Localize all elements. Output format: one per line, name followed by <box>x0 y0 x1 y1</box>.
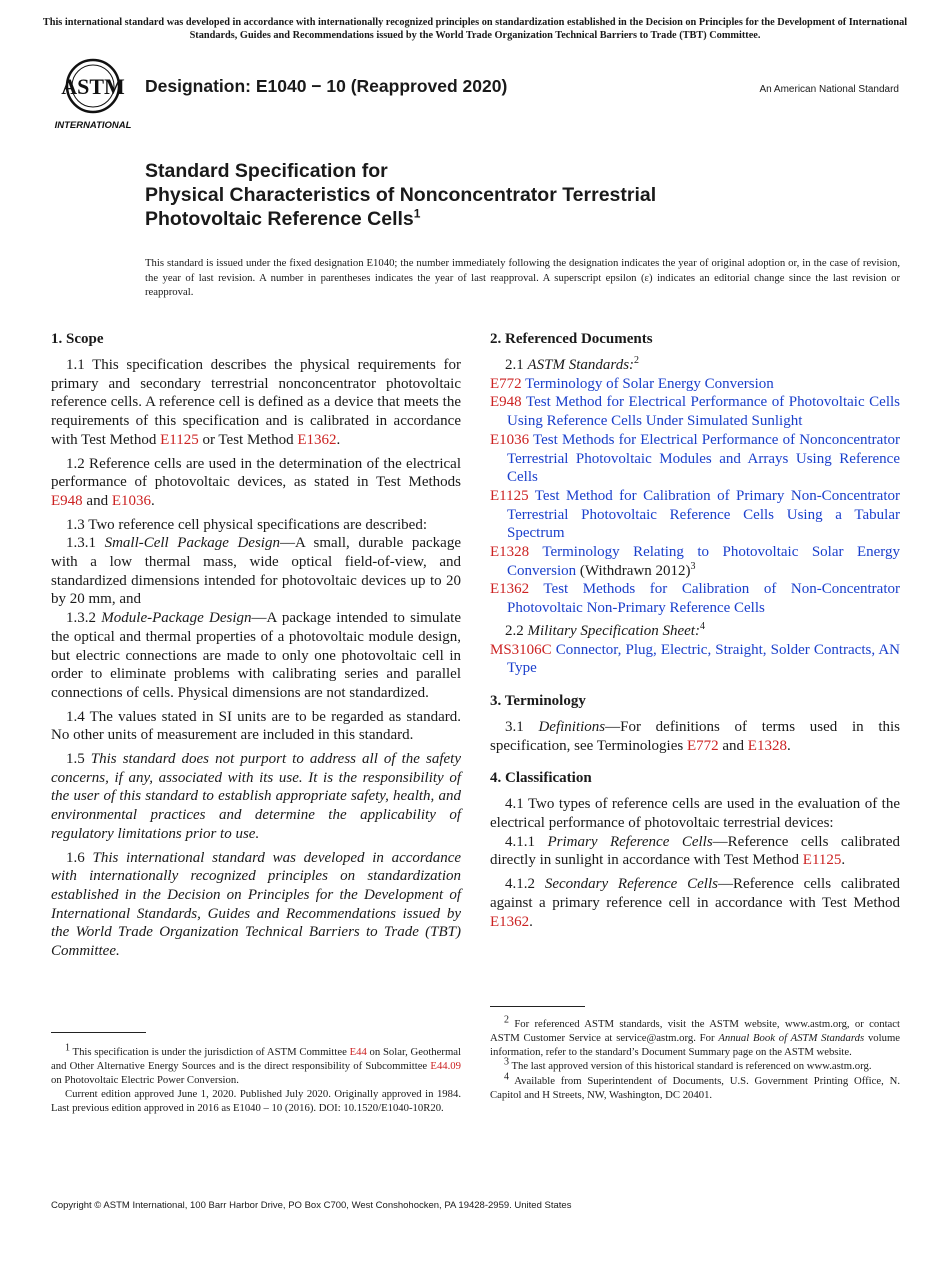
ans-label: An American National Standard <box>759 84 899 95</box>
link-e44-09[interactable]: E44.09 <box>430 1059 461 1072</box>
ref-item-military[interactable]: MS3106C Connector, Plug, Electric, Straight, Solder Contracts, AN Type <box>490 641 900 677</box>
para-1-3-1: 1.3.1 Small-Cell Package Design—A small, durable package with a low thermal mass, wide optical field-of-view, and standardized dimensions intended for photovoltaic devices up to 20 by 20 mm, and <box>51 535 461 608</box>
link-e1125[interactable]: E1125 <box>160 431 199 448</box>
link-e772[interactable]: E772 <box>686 737 719 754</box>
sub-2-2: 2.2 Military Specification Sheet:$^4$ <box>505 620 705 639</box>
ref-item[interactable]: E772 Terminology of Solar Energy Conversion <box>490 375 774 392</box>
sub-2-1: 2.1 ASTM Standards:$^2$ <box>505 355 640 373</box>
footnote-2: $^2$ For referenced ASTM standards, visit the ASTM website, www.astm.org, or contact ASTM Customer Service at service@astm.org. For Annual Book of ASTM Standards volume information, refer to the standard’s Document Summary page on the ASTM website. <box>490 1014 900 1058</box>
classification-heading: 4. Classification <box>490 770 592 787</box>
para-1-2: 1.2 Reference cells are used in the determination of the electrical performance of photovoltaic devices, as stated in Test Methods E948 and E1036. <box>51 455 461 509</box>
para-4-1: 4.1 Two types of reference cells are used in the evaluation of the electrical performance of photovoltaic terrestrial devices: <box>490 796 900 832</box>
footnote-rule-right <box>490 1006 585 1007</box>
astm-logo <box>52 56 134 132</box>
link-e948[interactable]: E948 <box>51 492 83 509</box>
para-4-1-1: 4.1.1 Primary Reference Cells—Reference cells calibrated directly in sunlight in accordance with Test Method E1125. <box>490 833 901 869</box>
footnotes-left <box>51 1042 461 1117</box>
link-e1362[interactable]: E1362 <box>297 431 337 448</box>
para-4-1-2: 4.1.2 Secondary Reference Cells—Reference cells calibrated against a primary reference cell in accordance with Test Method E1362. <box>490 876 901 930</box>
astm-standards-list <box>490 375 900 618</box>
page-title <box>145 159 905 231</box>
para-1-3-2: 1.3.2 Module-Package Design—A package intended to simulate the optical and thermal properties of a photovoltaic module design, but electric connections are made to only one photovoltaic cell in order to eliminate problems with calibrating series and parallel connections of cells. Physical dimensions are not standardized. <box>51 610 462 701</box>
para-1-5: 1.5 This standard does not purport to address all of the safety concerns, if any, associated with its use. It is the responsibility of the user of this standard to establish appropriate safety, health, and environmental practices and determine the applicability of regulatory limitations prior to use. <box>51 751 461 842</box>
referenced-heading: 2. Referenced Documents <box>490 331 653 347</box>
link-e1328[interactable]: E1328 <box>747 737 787 754</box>
tbt-notice: This international standard was developed in accordance with internationally recognized principles on standardization established in the Decision on Principles for the Development of International Standards, Guides and Recommendations issued by the World Trade Organization Technical Barriers to Trade (TBT) Committee. <box>42 17 908 41</box>
footnote-1-edition: Current edition approved June 1, 2020. Published July 2020. Originally approved in 1984. Last previous edition approved in 2016 as E1040 – 10 (2016). DOI: 10.1520/E1040-10R20. <box>51 1088 461 1115</box>
link-e44[interactable]: E44 <box>349 1046 367 1058</box>
copyright: Copyright © ASTM International, 100 Barr Harbor Drive, PO Box C700, West Conshohocken, PA 19428-2959. United States <box>51 1200 572 1211</box>
ref-item[interactable]: E1362 Test Methods for Calibration of Non-Concentrator Photovoltaic Non-Primary Reference Cells <box>490 581 900 617</box>
para-1-3: 1.3 Two reference cell physical specifications are described: <box>66 516 428 533</box>
title-line-1: Standard Specification for <box>145 160 388 182</box>
right-column <box>490 330 900 936</box>
ref-item[interactable]: E1125 Test Method for Calibration of Primary Non-Concentrator Terrestrial Photovoltaic Reference Cells Using a Tabular Spectrum <box>490 487 900 542</box>
para-1-6: 1.6 This international standard was developed in accordance with internationally recognized principles on standardization established in the Decision on Principles for the Development of International Standards, Guides and Recommendations issued by the World Trade Organization Technical Barriers to Trade (TBT) Committee. <box>51 849 462 960</box>
ref-item[interactable]: E1036 Test Methods for Electrical Performance of Nonconcentrator Terrestrial Photovoltaic Modules and Arrays Using Reference Cells <box>490 431 900 486</box>
footnote-3: $^3$ The last approved version of this historical standard is referenced on www.astm.org. <box>504 1056 872 1073</box>
astm-logo-icon <box>52 56 134 132</box>
logo-text: ASTM <box>61 74 125 99</box>
issue-note: This standard is issued under the fixed designation E1040; the number immediately following the designation indicates the year of original adoption or, in the case of revision, the year of last revision. A number in parentheses indicates the year of last reapproval. A superscript epsilon (ε) indicates an editorial change since the last revision or reapproval. <box>145 257 900 298</box>
terminology-heading: 3. Terminology <box>490 692 586 709</box>
para-3-1: 3.1 Definitions—For definitions of terms used in this specification, see Terminologies E772 and E1328. <box>490 718 900 754</box>
title-line-3: Photovoltaic Reference Cells$^1$ <box>145 206 421 230</box>
footnotes-right <box>490 1014 900 1104</box>
ref-item[interactable]: E1328 Terminology Relating to Photovoltaic Solar Energy Conversion (Withdrawn 2012)$^3$ <box>490 544 900 579</box>
para-1-1: 1.1 This specification describes the physical requirements for primary and secondary terrestrial nonconcentrator photovoltaic reference cells. A reference cell is defined as a device that meets the requirements of this specification and is calibrated in accordance with Test Method E1125 or Test Method E1362. <box>51 357 461 448</box>
link-e1125-b[interactable]: E1125 <box>802 852 842 869</box>
left-column <box>51 330 461 966</box>
ref-item[interactable]: E948 Test Method for Electrical Performance of Photovoltaic Cells Using Reference Cells Under Simulated Sunlight <box>490 394 900 430</box>
scope-heading: 1. Scope <box>51 331 104 347</box>
designation: Designation: E1040 − 10 (Reapproved 2020) <box>145 76 508 96</box>
title-line-2: Physical Characteristics of Nonconcentrator Terrestrial <box>145 184 657 206</box>
link-e1362-b[interactable]: E1362 <box>490 913 530 930</box>
footnote-rule-left <box>51 1032 146 1033</box>
footnote-1: $^1$ This specification is under the jurisdiction of ASTM Committee E44 on Solar, Geothermal and Other Alternative Energy Sources and is the direct responsibility of Subcommittee E44.09 on Photovoltaic Electric Power Conversion. <box>51 1042 461 1086</box>
footnote-4: $^4$ Available from Superintendent of Documents, U.S. Government Printing Office, N. Capitol and H Streets, NW, Washington, DC 20401. <box>490 1071 900 1101</box>
link-e1036[interactable]: E1036 <box>111 492 152 509</box>
para-1-4: 1.4 The values stated in SI units are to be regarded as standard. No other units of measurement are included in this standard. <box>51 708 461 744</box>
logo-subtext: INTERNATIONAL <box>54 120 132 131</box>
